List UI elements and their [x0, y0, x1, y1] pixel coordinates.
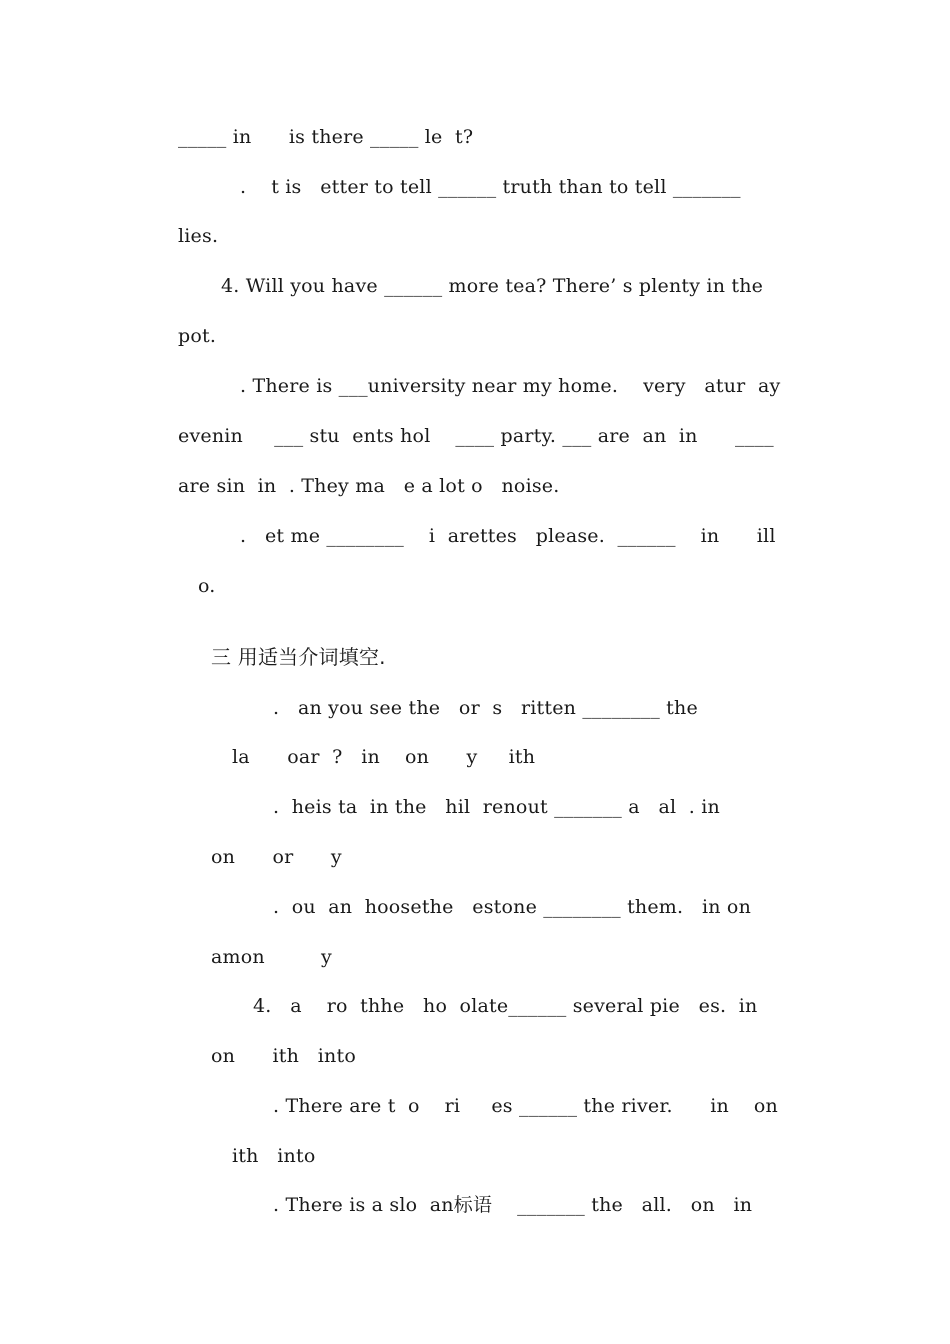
- exercise-line: . heis ta in the hil renout _______ a al . in: [273, 796, 720, 818]
- exercise-line: . ou an hoosethe estone ________ them. in on: [273, 896, 752, 918]
- exercise-line: la oar ? in on y ith: [232, 746, 536, 768]
- exercise-line: lies.: [178, 225, 219, 247]
- exercise-line: pot.: [178, 325, 217, 347]
- exercise-line: o.: [198, 575, 216, 597]
- exercise-line: . There are t o ri es ______ the river. in on: [273, 1095, 778, 1117]
- exercise-line: . an you see the or s ritten ________ the: [273, 697, 698, 719]
- exercise-line: evenin ___ stu ents hol ____ party. ___ are an in ____: [178, 425, 774, 447]
- exercise-line: . There is ___university near my home. very atur ay: [240, 375, 781, 397]
- section-heading: 三 用适当介词填空.: [211, 645, 386, 669]
- exercise-line: 4. a ro thhe ho olate______ several pie es. in: [253, 995, 758, 1017]
- exercise-line: . There is a slo an标语 _______ the all. on in: [273, 1194, 753, 1216]
- exercise-line: . t is etter to tell ______ truth than to tell _______: [240, 176, 741, 198]
- exercise-line: _____ in is there _____ le t?: [178, 126, 474, 148]
- exercise-line: on or y: [211, 846, 342, 868]
- exercise-line: ith into: [232, 1145, 316, 1167]
- exercise-line: are sin in . They ma e a lot o noise.: [178, 475, 560, 497]
- exercise-line: on ith into: [211, 1045, 356, 1067]
- exercise-line: amon y: [211, 946, 332, 968]
- exercise-line: 4. Will you have ______ more tea? There’ s plenty in the: [221, 275, 764, 297]
- exercise-line: . et me ________ i arettes please. ______ in ill: [240, 525, 776, 547]
